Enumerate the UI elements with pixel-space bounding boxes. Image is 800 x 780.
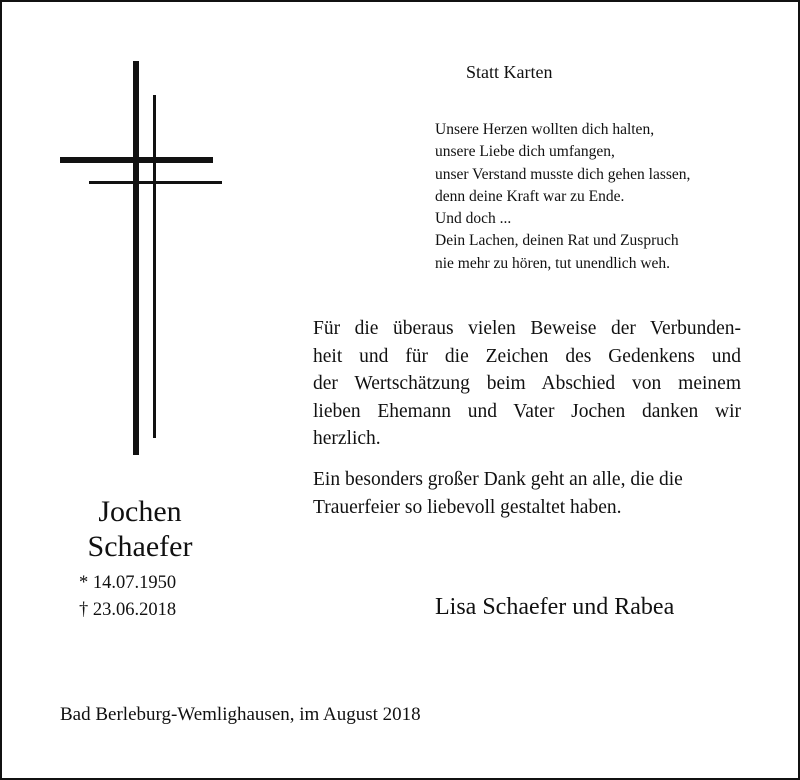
cross-shadow-horizontal bbox=[89, 181, 222, 184]
thanks-line: Trauerfeier so liebevoll gestaltet haben. bbox=[313, 496, 622, 518]
thanks-line: der Wertschätzung beim Abschied von meinem bbox=[313, 373, 741, 394]
thanks-line: lieben Ehemann und Vater Jochen danken wir bbox=[313, 400, 741, 422]
statt-karten-heading: Statt Karten bbox=[466, 62, 553, 82]
birth-date: * 14.07.1950 bbox=[79, 573, 177, 593]
thanks-line: herzlich. bbox=[313, 428, 381, 449]
signers: Lisa Schaefer und Rabea bbox=[435, 594, 675, 620]
poem-line: Dein Lachen, deinen Rat und Zuspruch bbox=[435, 232, 679, 250]
poem-line: unser Verstand musste dich gehen lassen, bbox=[435, 165, 691, 183]
deceased-name bbox=[60, 494, 220, 564]
poem-line: Und doch ... bbox=[435, 210, 512, 228]
deceased-last-name: Schaefer bbox=[87, 530, 193, 563]
poem-line: unsere Liebe dich umfangen, bbox=[435, 143, 615, 161]
poem-line: denn deine Kraft war zu Ende. bbox=[435, 187, 625, 205]
thanks-paragraph-2 bbox=[313, 466, 741, 521]
place-and-date: Bad Berleburg-Wemlighausen, im August 2018 bbox=[60, 704, 421, 725]
cross-bar-horizontal bbox=[60, 157, 213, 163]
life-dates bbox=[79, 570, 176, 624]
poem bbox=[435, 119, 690, 275]
cross-shadow-vertical bbox=[153, 95, 156, 438]
thanks-line: heit und für die Zeichen des Gedenkens und bbox=[313, 345, 741, 367]
death-date: † 23.06.2018 bbox=[79, 600, 177, 620]
cross-bar-vertical bbox=[133, 61, 139, 455]
thanks-line: Für die überaus vielen Beweise der Verbunden- bbox=[313, 318, 741, 339]
thanks-line: Ein besonders großer Dank geht an alle, die die bbox=[313, 469, 683, 490]
poem-line: Unsere Herzen wollten dich halten, bbox=[435, 121, 655, 138]
deceased-first-name: Jochen bbox=[98, 495, 182, 528]
thanks-paragraph-1 bbox=[313, 315, 741, 453]
poem-line: nie mehr zu hören, tut unendlich weh. bbox=[435, 254, 671, 272]
